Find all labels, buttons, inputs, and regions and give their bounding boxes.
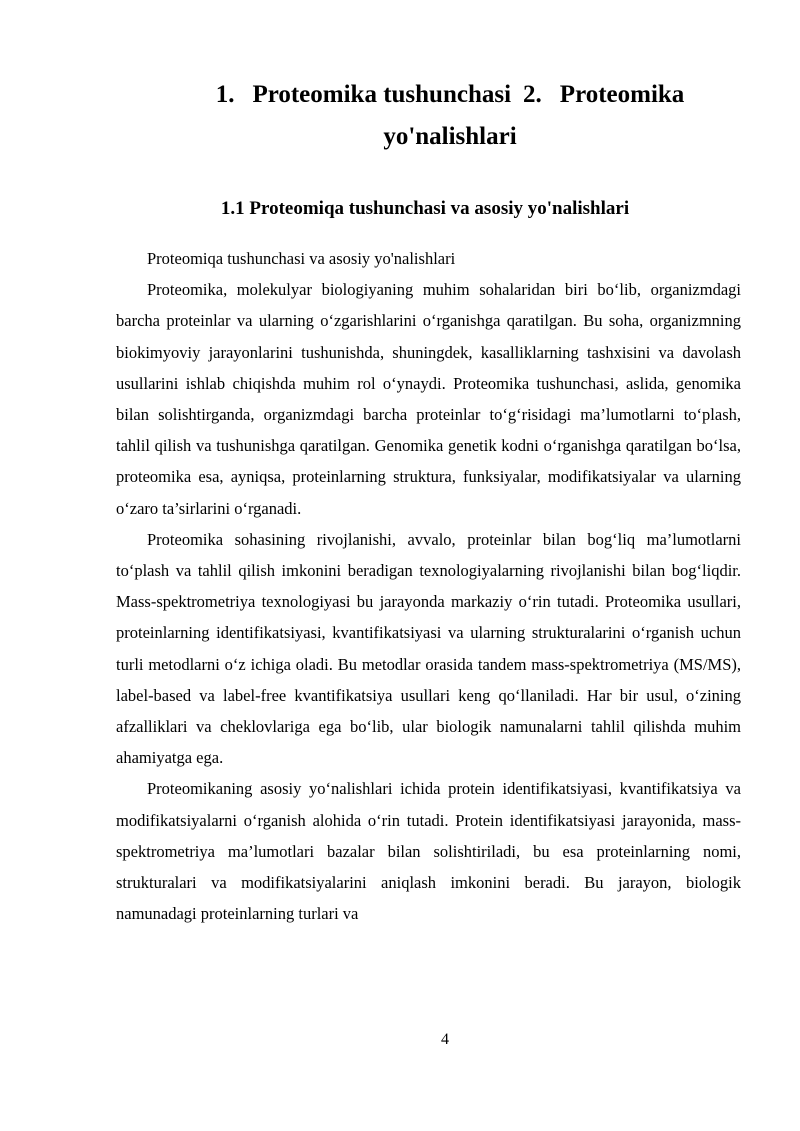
section-title: 1.1 Proteomiqa tushunchasi va asosiy yo'nalishlari <box>220 198 630 219</box>
paragraph-2: Proteomika, molekulyar biologiyaning muhim sohalaridan biri bo‘lib, organizmdagi barcha proteinlar va ularning o‘zgarishlarini o‘rganishga qaratilgan. Bu soha, organizmning biokimyoviy jarayonlarini tushunishda, shuningdek, kasalliklarning tashxisini va davolash usullarini ishlab chiqishda muhim rol o‘ynaydi. Proteomika tushunchasi, aslida, genomika bilan solishtirganda, organizmdagi barcha proteinlar to‘g‘risidagi ma’lumotlarni to‘plash, tahlil qilish va tushunishga qaratilgan. Genomika genetik kodni o‘rganishga qaratilgan bo‘lsa, proteomika esa, ayniqsa, proteinlarning struktura, funksiyalar, modifikatsiyalar va ularning o‘zaro ta’sirlarini o‘rganadi. <box>116 280 741 518</box>
chapter-heading-line-1 <box>116 74 784 116</box>
chapter-heading-line-2: yo'nalishlari <box>383 123 517 150</box>
paragraph-3: Proteomika sohasining rivojlanishi, avvalo, proteinlar bilan bog‘liq ma’lumotlarni to‘plash va tahlil qilish imkonini beradigan texnologiyalarning rivojlanishi bilan bog‘liqdir. Mass-spektrometriya texnologiyasi bu jarayonda markaziy o‘rin tutadi. Proteomika usullari, proteinlarning identifikatsiyasi, kvantifikatsiyasi va ularning strukturalarini o‘rganish uchun turli metodlarni o‘z ichiga oladi. Bu metodlar orasida tandem mass-spektrometriya (MS/MS), label-based va label-free kvantifikatsiya usullari keng qo‘llaniladi. Har bir usul, o‘zining afzalliklari va cheklovlariga ega bo‘lib, ular biologik namunalarni tahlil qilishda muhim ahamiyatga ega. <box>116 529 741 768</box>
paragraph-4: Proteomikaning asosiy yo‘nalishlari ichida protein identifikatsiyasi, kvantifikatsiya va modifikatsiyalarni o‘rganish alohida o‘rin tutadi. Protein identifikatsiyasi jarayonida, mass-spektrometriya ma’lumotlari bazalar bilan solishtiriladi, bu esa proteinlarning nomi, strukturalari va modifikatsiyalarini aniqlash imkonini beradi. Bu jarayon, biologik namunadagi proteinlarning turlari va <box>116 779 741 924</box>
heading-item-1-number: 1. <box>215 81 235 108</box>
heading-item-2-text: Proteomika <box>559 81 685 108</box>
heading-item-1-text: Proteomika tushunchasi <box>252 81 512 108</box>
page-number: 4 <box>441 1031 449 1048</box>
heading-item-2-number: 2. <box>523 81 542 108</box>
body-text <box>116 243 741 929</box>
chapter-heading <box>116 74 784 158</box>
paragraph-1: Proteomiqa tushunchasi va asosiy yo'nalishlari <box>147 249 456 268</box>
